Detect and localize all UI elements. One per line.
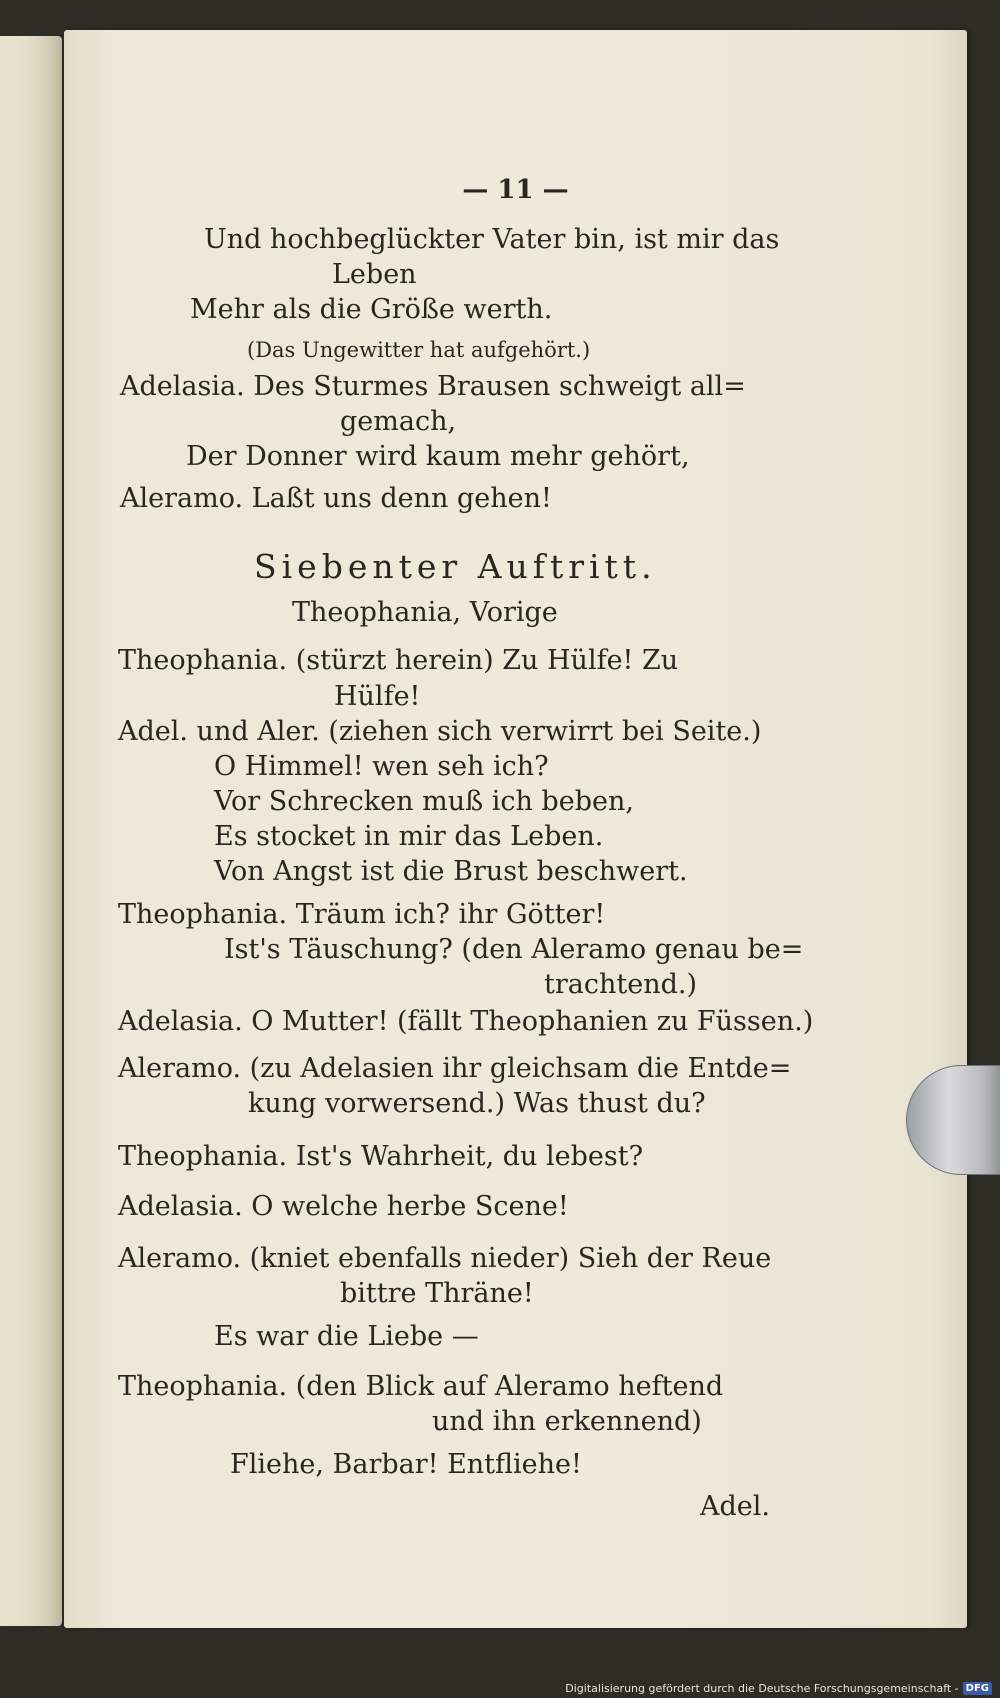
text-line: Der Donner wird kaum mehr gehört, [186, 441, 690, 472]
text-line: Aleramo. Laßt uns denn gehen! [120, 483, 552, 514]
text-line: bittre Thräne! [340, 1278, 534, 1309]
text-line: und ihn erkennend) [432, 1406, 702, 1437]
text-line: Theophania. (den Blick auf Aleramo heftend [118, 1371, 724, 1402]
stage-direction: (Das Ungewitter hat aufgehört.) [247, 338, 591, 362]
text-line: Theophania. Träum ich? ihr Götter! [118, 899, 606, 930]
facing-page-edge [0, 36, 62, 1626]
catchword: Adel. [700, 1491, 770, 1522]
text-line: Es war die Liebe — [214, 1321, 479, 1352]
credit-text: Digitalisierung gefördert durch die Deutsche Forschungsgemeinschaft - [565, 1682, 959, 1695]
text-line: trachtend.) [544, 969, 697, 1000]
text-line: Es stocket in mir das Leben. [214, 821, 604, 852]
text-line: Fliehe, Barbar! Entfliehe! [230, 1449, 582, 1480]
text-line: Vor Schrecken muß ich beben, [214, 786, 634, 817]
text-line: Aleramo. (zu Adelasien ihr gleichsam die Entde= [118, 1053, 792, 1084]
text-line: Ist's Täuschung? (den Aleramo genau be= [224, 934, 804, 965]
text-line: Adelasia. Des Sturmes Brausen schweigt all= [120, 371, 746, 402]
scene-characters: Theophania, Vorige [292, 597, 558, 628]
scene-title: Siebenter Auftritt. [254, 547, 657, 586]
text-line: Leben [332, 259, 417, 290]
dfg-logo: DFG [963, 1682, 992, 1695]
text-line: Aleramo. (kniet ebenfalls nieder) Sieh der Reue [118, 1243, 772, 1274]
page-number: — 11 — [462, 175, 569, 205]
text-line: Adelasia. O welche herbe Scene! [118, 1191, 569, 1222]
digitization-credit [565, 1682, 992, 1695]
text-line: O Himmel! wen seh ich? [214, 751, 549, 782]
text-line: Mehr als die Größe werth. [190, 294, 553, 325]
text-line: Adelasia. O Mutter! (fällt Theophanien zu Füssen.) [118, 1006, 814, 1037]
text-line: kung vorwersend.) Was thust du? [248, 1088, 706, 1119]
page-text [64, 30, 967, 1628]
text-line: Und hochbeglückter Vater bin, ist mir das [204, 224, 780, 255]
text-line: Adel. und Aler. (ziehen sich verwirrt bei Seite.) [118, 716, 762, 747]
book-page [64, 30, 967, 1628]
text-line: Theophania. Ist's Wahrheit, du lebest? [118, 1141, 644, 1172]
text-line: Hülfe! [334, 681, 421, 712]
text-line: gemach, [340, 406, 457, 437]
text-line: Theophania. (stürzt herein) Zu Hülfe! Zu [118, 645, 679, 676]
text-line: Von Angst ist die Brust beschwert. [214, 856, 688, 887]
